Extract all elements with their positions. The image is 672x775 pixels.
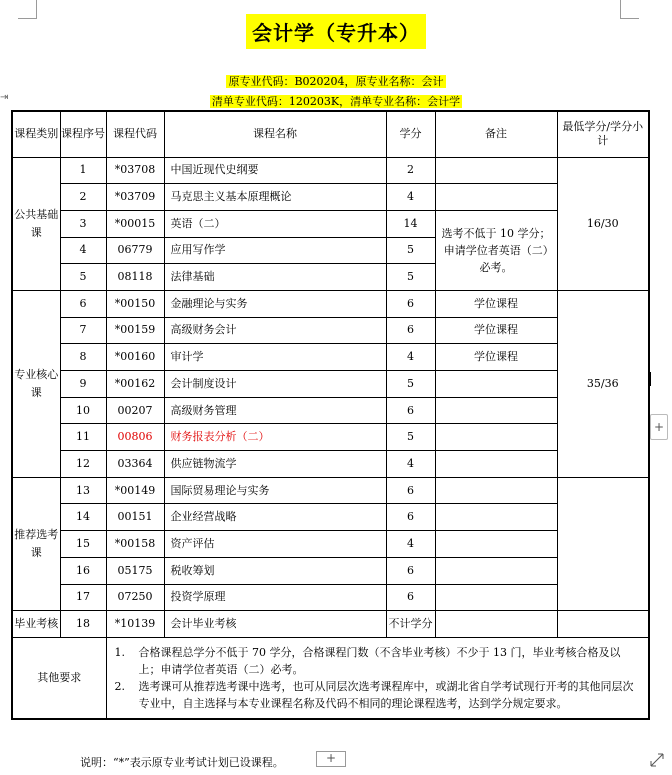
course-credit: 5 bbox=[386, 264, 435, 291]
requirement-item bbox=[115, 678, 639, 712]
course-code: *00150 bbox=[106, 290, 164, 317]
course-remark bbox=[435, 184, 557, 211]
course-plan-table bbox=[11, 110, 650, 720]
course-code: 07250 bbox=[106, 584, 164, 611]
course-code: 00806 bbox=[106, 424, 164, 451]
course-remark bbox=[435, 557, 557, 584]
course-code: 00151 bbox=[106, 504, 164, 531]
course-name: 投资学原理 bbox=[164, 584, 386, 611]
course-seq: 14 bbox=[60, 504, 106, 531]
course-name: 英语（二） bbox=[164, 210, 386, 237]
course-credit: 4 bbox=[386, 184, 435, 211]
course-seq: 10 bbox=[60, 397, 106, 424]
header-code: 课程代码 bbox=[106, 111, 164, 157]
other-requirements-label: 其他要求 bbox=[12, 637, 106, 719]
course-row bbox=[12, 317, 649, 344]
course-row bbox=[12, 344, 649, 371]
course-code: 06779 bbox=[106, 237, 164, 264]
course-seq: 7 bbox=[60, 317, 106, 344]
course-code: *00162 bbox=[106, 371, 164, 398]
requirement-number: 2. bbox=[114, 679, 125, 693]
public-remark-note: 选考不低于 10 学分；申请学位者英语（二）必考。 bbox=[435, 210, 557, 290]
course-seq: 8 bbox=[60, 344, 106, 371]
header-category: 课程类别 bbox=[12, 111, 60, 157]
requirements-list bbox=[106, 637, 649, 719]
course-remark bbox=[435, 531, 557, 558]
course-row bbox=[12, 451, 649, 478]
course-code: *03709 bbox=[106, 184, 164, 211]
course-code: 08118 bbox=[106, 264, 164, 291]
table-header-row bbox=[12, 111, 649, 157]
course-row bbox=[12, 184, 649, 211]
course-seq: 13 bbox=[60, 477, 106, 504]
original-major-line: 原专业代码：B020204，原专业名称：会计 bbox=[228, 75, 444, 88]
course-row bbox=[12, 290, 649, 317]
min-credit-cell bbox=[557, 611, 649, 638]
course-credit: 4 bbox=[386, 531, 435, 558]
header-credit: 学分 bbox=[386, 111, 435, 157]
course-seq: 11 bbox=[60, 424, 106, 451]
requirement-text: 选考课可从推荐选考课中选考，也可从同层次选考课程库中，或湖北省自学考试现行开考的其他同层次专业中，自主选择与本专业课程名称及代码不相同的理论课程选考，达到学分规定要求。 bbox=[138, 679, 634, 710]
course-seq: 17 bbox=[60, 584, 106, 611]
course-credit: 5 bbox=[386, 424, 435, 451]
other-requirements-row bbox=[12, 637, 649, 719]
course-code: 00207 bbox=[106, 397, 164, 424]
course-code: *10139 bbox=[106, 611, 164, 638]
header-remark: 备注 bbox=[435, 111, 557, 157]
course-credit: 6 bbox=[386, 477, 435, 504]
min-credit-cell: 16/30 bbox=[557, 157, 649, 290]
course-remark bbox=[435, 397, 557, 424]
course-credit: 6 bbox=[386, 584, 435, 611]
course-credit: 6 bbox=[386, 290, 435, 317]
move-handle-icon[interactable]: ⇥ bbox=[0, 92, 9, 103]
course-name: 应用写作学 bbox=[164, 237, 386, 264]
course-code: 03364 bbox=[106, 451, 164, 478]
category-cell: 毕业考核 bbox=[12, 611, 60, 638]
course-name: 国际贸易理论与实务 bbox=[164, 477, 386, 504]
course-remark bbox=[435, 451, 557, 478]
course-credit: 6 bbox=[386, 397, 435, 424]
course-seq: 16 bbox=[60, 557, 106, 584]
course-code: 05175 bbox=[106, 557, 164, 584]
course-name: 马克思主义基本原理概论 bbox=[164, 184, 386, 211]
course-name: 会计制度设计 bbox=[164, 371, 386, 398]
course-credit: 6 bbox=[386, 557, 435, 584]
course-name: 高级财务会计 bbox=[164, 317, 386, 344]
course-row bbox=[12, 424, 649, 451]
course-row bbox=[12, 531, 649, 558]
course-seq: 4 bbox=[60, 237, 106, 264]
course-remark bbox=[435, 424, 557, 451]
course-seq: 5 bbox=[60, 264, 106, 291]
course-code: *03708 bbox=[106, 157, 164, 184]
course-code: *00160 bbox=[106, 344, 164, 371]
course-code: *00149 bbox=[106, 477, 164, 504]
requirement-text: 合格课程总学分不低于 70 学分，合格课程门数（不含毕业考核）不少于 13 门，毕业考核合格及以上；申请学位者英语（二）必考。 bbox=[138, 645, 621, 676]
page-title: 会计学（专升本） bbox=[246, 14, 426, 49]
course-credit: 5 bbox=[386, 371, 435, 398]
course-name: 中国近现代史纲要 bbox=[164, 157, 386, 184]
course-row bbox=[12, 504, 649, 531]
course-remark bbox=[435, 477, 557, 504]
degree-course-remark: 学位课程 bbox=[435, 317, 557, 344]
course-credit: 5 bbox=[386, 237, 435, 264]
course-name: 会计毕业考核 bbox=[164, 611, 386, 638]
header-seq: 课程序号 bbox=[60, 111, 106, 157]
course-row bbox=[12, 157, 649, 184]
course-code: *00159 bbox=[106, 317, 164, 344]
degree-course-remark: 学位课程 bbox=[435, 290, 557, 317]
course-remark bbox=[435, 584, 557, 611]
course-row bbox=[12, 371, 649, 398]
list-major-line: 清单专业代码：120203K，清单专业名称：会计学 bbox=[211, 95, 461, 108]
course-name: 法律基础 bbox=[164, 264, 386, 291]
course-remark bbox=[435, 611, 557, 638]
course-credit: 4 bbox=[386, 451, 435, 478]
min-credit-cell bbox=[557, 477, 649, 610]
course-credit: 不计学分 bbox=[386, 611, 435, 638]
course-row bbox=[12, 611, 649, 638]
degree-course-remark: 学位课程 bbox=[435, 344, 557, 371]
min-credit-cell: 35/36 bbox=[557, 290, 649, 477]
course-code: *00015 bbox=[106, 210, 164, 237]
course-seq: 6 bbox=[60, 290, 106, 317]
header-name: 课程名称 bbox=[164, 111, 386, 157]
course-name: 税收筹划 bbox=[164, 557, 386, 584]
course-seq: 15 bbox=[60, 531, 106, 558]
course-seq: 3 bbox=[60, 210, 106, 237]
category-cell: 推荐选考课 bbox=[12, 477, 60, 610]
course-name: 高级财务管理 bbox=[164, 397, 386, 424]
footnote: 说明：“*”表示原专业考试计划已设课程。 bbox=[80, 756, 284, 769]
course-row bbox=[12, 210, 649, 237]
course-name: 供应链物流学 bbox=[164, 451, 386, 478]
course-row bbox=[12, 397, 649, 424]
resize-corner-icon bbox=[650, 752, 664, 766]
course-credit: 2 bbox=[386, 157, 435, 184]
course-remark bbox=[435, 157, 557, 184]
course-name: 金融理论与实务 bbox=[164, 290, 386, 317]
category-cell: 公共基础课 bbox=[12, 157, 60, 290]
course-credit: 6 bbox=[386, 504, 435, 531]
category-cell: 专业核心课 bbox=[12, 290, 60, 477]
course-credit: 6 bbox=[386, 317, 435, 344]
course-credit: 14 bbox=[386, 210, 435, 237]
course-name: 财务报表分析（二） bbox=[164, 424, 386, 451]
course-name: 资产评估 bbox=[164, 531, 386, 558]
add-column-button[interactable]: + bbox=[650, 414, 668, 440]
course-seq: 1 bbox=[60, 157, 106, 184]
course-remark bbox=[435, 371, 557, 398]
course-seq: 12 bbox=[60, 451, 106, 478]
course-row bbox=[12, 557, 649, 584]
course-row bbox=[12, 477, 649, 504]
header-min-credit: 最低学分/学分小计 bbox=[557, 111, 649, 157]
requirement-number: 1. bbox=[114, 645, 125, 659]
course-seq: 9 bbox=[60, 371, 106, 398]
course-credit: 4 bbox=[386, 344, 435, 371]
course-name: 审计学 bbox=[164, 344, 386, 371]
course-seq: 18 bbox=[60, 611, 106, 638]
course-remark bbox=[435, 504, 557, 531]
add-row-button[interactable]: + bbox=[316, 751, 346, 767]
requirement-item bbox=[115, 644, 639, 678]
course-name: 企业经营战略 bbox=[164, 504, 386, 531]
course-seq: 2 bbox=[60, 184, 106, 211]
course-row bbox=[12, 584, 649, 611]
course-code: *00158 bbox=[106, 531, 164, 558]
